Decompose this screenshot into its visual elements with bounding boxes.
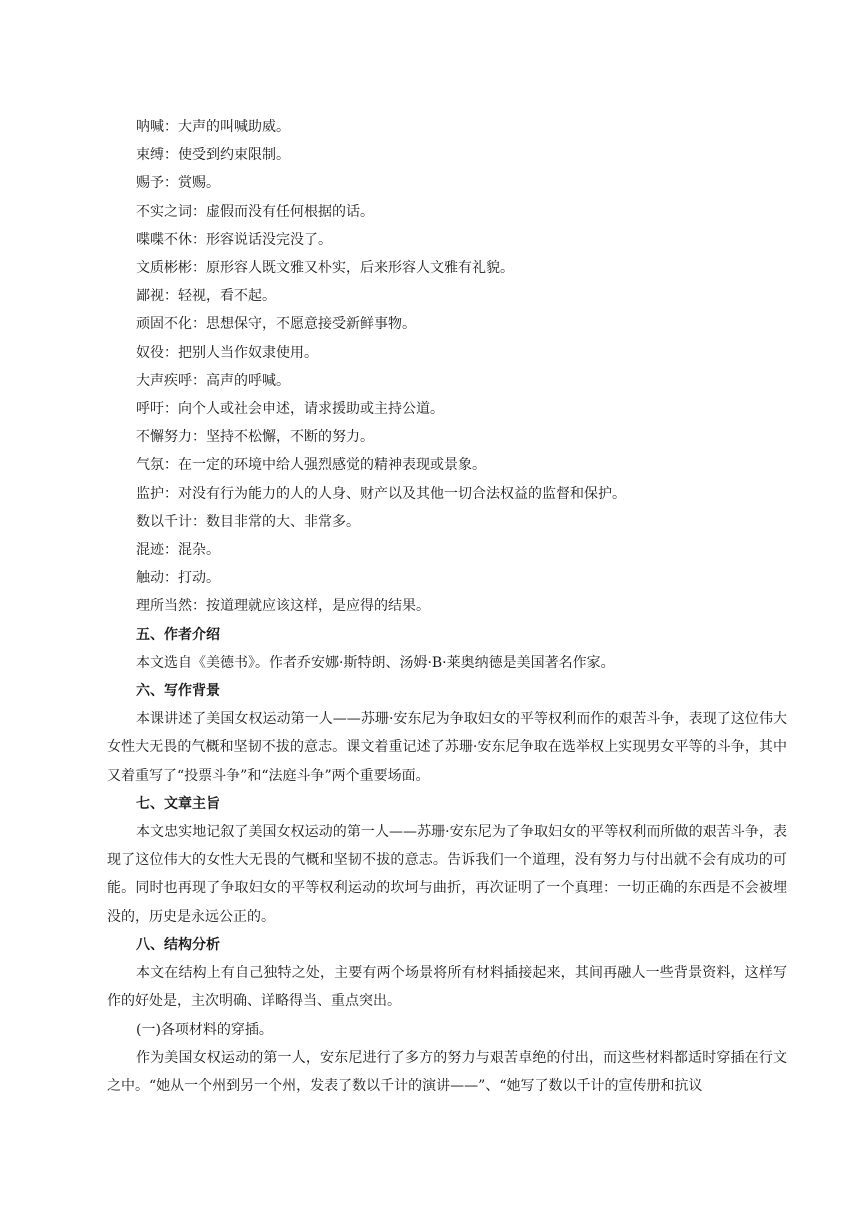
vocab-item: 理所当然：按道理就应该这样，是应得的结果。 (136, 598, 430, 615)
vocab-item: 喋喋不休：形容说话没完没了。 (136, 231, 332, 248)
section-heading-theme: 七、文章主旨 (136, 795, 220, 812)
vocab-item: 赐予：赏赐。 (136, 175, 220, 192)
theme-paragraph: 本文忠实地记叙了美国女权运动的第一人——苏珊·安东尼为了争取妇女的平等权利而所做的艰苦斗争，表现了这位伟大的女性大无畏的气概和坚韧不拔的意志。告诉我们一个道理，没有努力与付出就不会有成功的可能。同时也再现了争取妇女的平等权利运动的坎坷与曲折，再次证明了一个真理：一切正确的东西是不会被埋没的，历史是永远公正的。 (107, 824, 787, 925)
structure-paragraph: 本文在结构上有自己独特之处，主要有两个场景将所有材料插接起来，其间再融人一些背景资料，这样写作的好处是，主次明确、详略得当、重点突出。 (107, 965, 787, 1010)
vocab-item: 顽固不化：思想保守，不愿意接受新鲜事物。 (136, 316, 416, 333)
vocab-item: 文质彬彬：原形容人既文雅又朴实，后来形容人文雅有礼貌。 (136, 260, 514, 277)
vocab-item: 数以千计：数目非常的大、非常多。 (136, 513, 360, 530)
vocab-item: 触动：打动。 (136, 570, 220, 587)
vocab-item: 不懈努力：坚持不松懈，不断的努力。 (136, 429, 374, 446)
section-heading-background: 六、写作背景 (136, 683, 220, 700)
vocab-item: 监护：对没有行为能力的人的人身、财产以及其他一切合法权益的监督和保护。 (136, 485, 626, 502)
vocab-item: 混迹：混杂。 (136, 542, 220, 559)
vocab-item: 奴役：把别人当作奴隶使用。 (136, 344, 318, 361)
background-paragraph: 本课讲述了美国女权运动第一人——苏珊·安东尼为争取妇女的平等权利而作的艰苦斗争，表现了这位伟大女性大无畏的气概和坚韧不拔的意志。课文着重记述了苏珊·安东尼争取在选举权上实现男女平等的斗争，其中又着重写了“投票斗争”和“法庭斗争”两个重要场面。 (107, 711, 787, 784)
vocab-item: 大声疾呼：高声的呼喊。 (136, 372, 290, 389)
vocabulary-list (107, 113, 787, 621)
author-intro-paragraph: 本文选自《美德书》。作者乔安娜·斯特朗、汤姆·B·莱奥纳德是美国著名作家。 (136, 654, 615, 671)
materials-paragraph: 作为美国女权运动的第一人，安东尼进行了多方的努力与艰苦卓绝的付出，而这些材料都适时穿插在行文之中。“她从一个州到另一个州，发表了数以千计的演讲——”、“她写了数以千计的宣传册和抗议 (107, 1049, 787, 1094)
vocab-item: 呼吁：向个人或社会申述，请求援助或主持公道。 (136, 401, 444, 418)
vocab-item: 呐喊：大声的叫喊助威。 (136, 119, 290, 135)
vocab-item: 气氛：在一定的环境中给人强烈感觉的精神表现或景象。 (136, 457, 486, 474)
subsection-heading: (一)各项材料的穿插。 (136, 1021, 273, 1038)
vocab-item: 鄙视：轻视，看不起。 (136, 288, 276, 305)
section-heading-structure: 八、结构分析 (136, 936, 220, 953)
vocab-item: 束缚：使受到约束限制。 (136, 147, 290, 164)
section-heading-author: 五、作者介绍 (136, 626, 220, 643)
vocab-item: 不实之词：虚假而没有任何根据的话。 (136, 203, 374, 220)
document-content (107, 113, 787, 1100)
